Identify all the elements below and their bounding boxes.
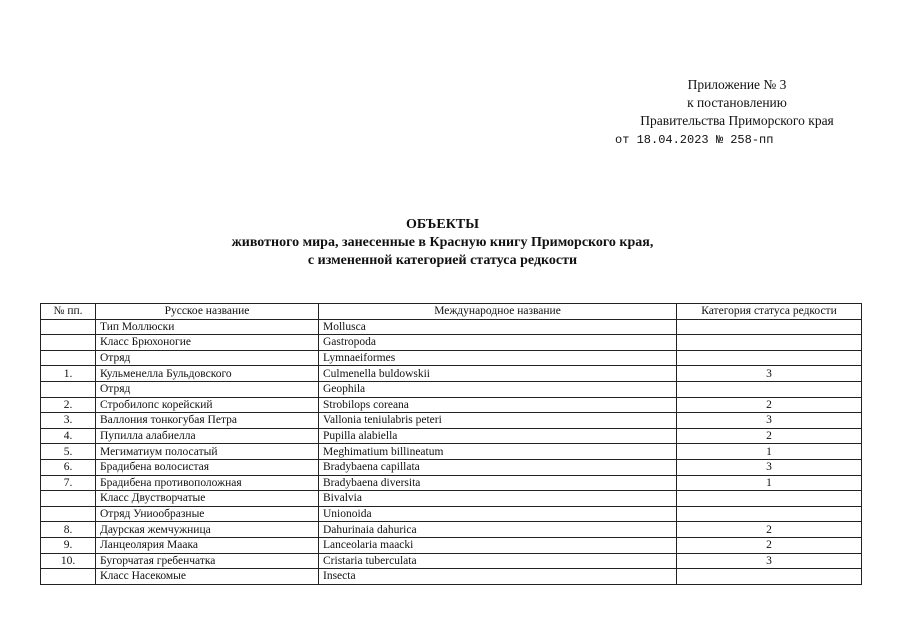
appendix-date: от 18.04.2023 № 258-пп — [615, 133, 774, 147]
table-row — [41, 428, 862, 444]
cell-international-name: Pupilla alabiella — [319, 428, 677, 444]
cell-number: 3. — [41, 413, 96, 429]
cell-russian-name: Мегиматиум полосатый — [96, 444, 319, 460]
appendix-number: Приложение № 3 — [687, 77, 787, 92]
cell-rarity-category — [677, 506, 862, 522]
cell-number — [41, 319, 96, 335]
column-header-international-name: Международное название — [319, 304, 677, 320]
cell-international-name: Geophila — [319, 381, 677, 397]
table-row — [41, 569, 862, 585]
cell-rarity-category — [677, 381, 862, 397]
table-row — [41, 506, 862, 522]
cell-rarity-category: 2 — [677, 537, 862, 553]
column-header-russian-name: Русское название — [96, 304, 319, 320]
cell-international-name: Bivalvia — [319, 491, 677, 507]
cell-number: 6. — [41, 459, 96, 475]
cell-russian-name: Кульменелла Бульдовского — [96, 366, 319, 382]
cell-international-name: Strobilops coreana — [319, 397, 677, 413]
cell-international-name: Dahurinaia dahurica — [319, 522, 677, 538]
cell-russian-name: Класс Брюхоногие — [96, 335, 319, 351]
cell-international-name: Mollusca — [319, 319, 677, 335]
species-table — [40, 303, 862, 585]
cell-rarity-category — [677, 350, 862, 366]
cell-international-name: Lymnaeiformes — [319, 350, 677, 366]
cell-russian-name: Валлония тонкогубая Петра — [96, 413, 319, 429]
cell-russian-name: Отряд — [96, 381, 319, 397]
cell-international-name: Lanceolaria maacki — [319, 537, 677, 553]
cell-rarity-category: 3 — [677, 366, 862, 382]
cell-international-name: Culmenella buldowskii — [319, 366, 677, 382]
table-row — [41, 537, 862, 553]
table-row — [41, 475, 862, 491]
cell-international-name: Unionoida — [319, 506, 677, 522]
cell-international-name: Vallonia teniulabris peteri — [319, 413, 677, 429]
appendix-authority: Правительства Приморского края — [640, 113, 834, 128]
cell-number: 7. — [41, 475, 96, 491]
column-header-rarity-category: Категория статуса редкости — [677, 304, 862, 320]
cell-rarity-category: 3 — [677, 553, 862, 569]
cell-russian-name: Отряд — [96, 350, 319, 366]
cell-russian-name: Брадибена противоположная — [96, 475, 319, 491]
cell-russian-name: Пупилла алабиелла — [96, 428, 319, 444]
cell-number — [41, 381, 96, 397]
cell-russian-name: Класс Насекомые — [96, 569, 319, 585]
cell-international-name: Bradybaena capillata — [319, 459, 677, 475]
cell-number: 4. — [41, 428, 96, 444]
cell-rarity-category: 1 — [677, 444, 862, 460]
cell-number: 1. — [41, 366, 96, 382]
cell-number — [41, 569, 96, 585]
table-row — [41, 350, 862, 366]
cell-russian-name: Даурская жемчужница — [96, 522, 319, 538]
cell-russian-name: Ланцеолярия Маака — [96, 537, 319, 553]
cell-russian-name: Тип Моллюски — [96, 319, 319, 335]
table-row — [41, 459, 862, 475]
table-row — [41, 335, 862, 351]
table-row — [41, 319, 862, 335]
table-row — [41, 381, 862, 397]
cell-rarity-category — [677, 491, 862, 507]
appendix-reference: к постановлению — [687, 95, 787, 110]
cell-international-name: Gastropoda — [319, 335, 677, 351]
cell-number: 9. — [41, 537, 96, 553]
cell-international-name: Meghimatium billineatum — [319, 444, 677, 460]
cell-international-name: Bradybaena diversita — [319, 475, 677, 491]
cell-rarity-category — [677, 569, 862, 585]
table-row — [41, 491, 862, 507]
cell-number: 8. — [41, 522, 96, 538]
cell-russian-name: Брадибена волосистая — [96, 459, 319, 475]
cell-russian-name: Стробилопс корейский — [96, 397, 319, 413]
table-row — [41, 444, 862, 460]
cell-number: 2. — [41, 397, 96, 413]
document-title — [120, 216, 765, 270]
cell-number — [41, 506, 96, 522]
cell-number — [41, 335, 96, 351]
title-heading: ОБЪЕКТЫ — [406, 217, 479, 232]
cell-rarity-category: 2 — [677, 522, 862, 538]
cell-russian-name: Отряд Униообразные — [96, 506, 319, 522]
cell-rarity-category — [677, 335, 862, 351]
cell-rarity-category — [677, 319, 862, 335]
table-row — [41, 522, 862, 538]
cell-international-name: Cristaria tuberculata — [319, 553, 677, 569]
cell-international-name: Insecta — [319, 569, 677, 585]
cell-rarity-category: 2 — [677, 428, 862, 444]
cell-number — [41, 491, 96, 507]
cell-russian-name: Класс Двустворчатые — [96, 491, 319, 507]
table-row — [41, 413, 862, 429]
cell-number: 10. — [41, 553, 96, 569]
cell-rarity-category: 3 — [677, 459, 862, 475]
cell-number: 5. — [41, 444, 96, 460]
table-header-row — [41, 304, 862, 320]
title-subtitle-2: с измененной категорией статуса редкости — [307, 253, 578, 268]
table-row — [41, 553, 862, 569]
title-subtitle-1: животного мира, занесенные в Красную книгу Приморского края, — [231, 235, 654, 250]
cell-rarity-category: 1 — [677, 475, 862, 491]
cell-rarity-category: 3 — [677, 413, 862, 429]
column-header-number: № пп. — [41, 304, 96, 320]
cell-number — [41, 350, 96, 366]
table-row — [41, 397, 862, 413]
appendix-header — [612, 76, 862, 149]
cell-rarity-category: 2 — [677, 397, 862, 413]
table-row — [41, 366, 862, 382]
cell-russian-name: Бугорчатая гребенчатка — [96, 553, 319, 569]
